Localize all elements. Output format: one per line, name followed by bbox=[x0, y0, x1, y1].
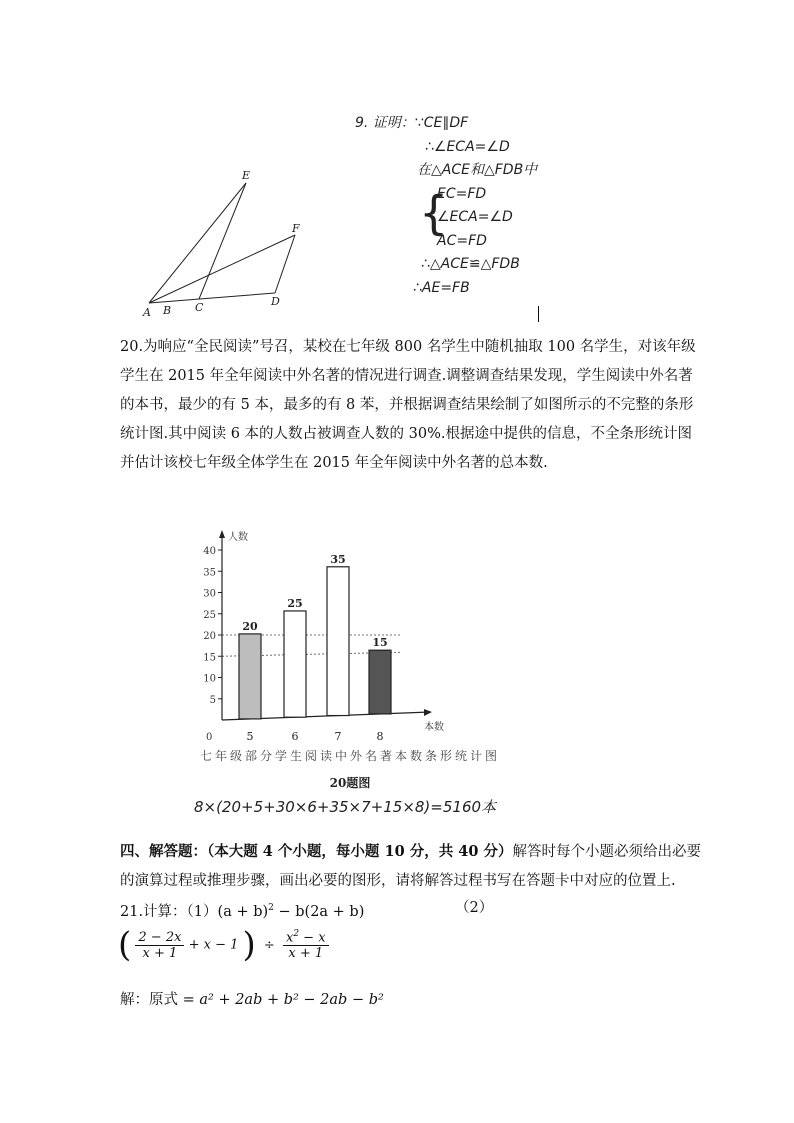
proof-brace-group bbox=[355, 183, 537, 254]
x-tick-label: 8 bbox=[376, 730, 384, 743]
q20-line: 并估计该校七年级全体学生在 2015 年全年阅读中外名著的总本数. bbox=[120, 455, 548, 471]
handwritten-proof bbox=[355, 112, 537, 300]
y-tick-label: 35 bbox=[203, 567, 216, 579]
point-b-label: B bbox=[163, 304, 172, 317]
point-d-label: D bbox=[271, 295, 280, 308]
x-tick-label: 5 bbox=[246, 730, 254, 743]
q21-solution bbox=[120, 988, 384, 1009]
y-tick-label: 15 bbox=[203, 652, 216, 664]
section-4-heading: 四、解答题：（本大题 4 个小题，每小题 10 分，共 40 分） bbox=[120, 843, 513, 860]
geometry-figure bbox=[135, 165, 315, 325]
x-tick-label: 7 bbox=[334, 730, 342, 743]
proof-line: ∴AE=FB bbox=[413, 279, 470, 296]
mid-terms: + x − 1 bbox=[188, 937, 239, 953]
point-f-label: F bbox=[292, 222, 300, 235]
origin-label: 0 bbox=[206, 732, 213, 743]
chart-caption: 20题图 bbox=[329, 776, 371, 790]
q21-label: 21.计算：（1） bbox=[120, 903, 218, 920]
bar-5 bbox=[239, 634, 261, 719]
solution-expression: a² + 2ab + b² − 2ab − b² bbox=[199, 992, 384, 1008]
q20-line: 20.为响应“全民阅读”号召，某校在七年级 800 名学生中随机抽取 100 名学生，对该年级 bbox=[120, 339, 696, 355]
section-4-heading-rest: 解答时每个小题必须给出必要 bbox=[512, 844, 701, 860]
q20-line: 的本书，最少的有 5 本，最多的有 8 苯，并根据调查结果绘制了如图所示的不完整的条形 bbox=[120, 397, 694, 413]
text-cursor bbox=[538, 306, 539, 322]
x-axis-label: 本数 bbox=[424, 722, 444, 733]
proof-line: 9. 证明：∵CE∥DF bbox=[355, 115, 469, 131]
q21-part2-label: （2） bbox=[455, 900, 494, 916]
proof-line: ∴∠ECA=∠D bbox=[425, 138, 510, 155]
brace-glyph: { bbox=[419, 185, 449, 240]
bar-value-label: 35 bbox=[330, 552, 346, 566]
fraction-1: $\frac{2 - 2x}{x + 1}$ bbox=[135, 930, 184, 961]
question-20 bbox=[120, 333, 696, 478]
point-c-label: C bbox=[195, 301, 204, 314]
bar-value-label: 25 bbox=[287, 596, 303, 610]
y-tick-label: 10 bbox=[203, 673, 216, 685]
y-tick-label: 30 bbox=[203, 588, 216, 600]
divide-sign: ÷ bbox=[263, 937, 275, 953]
q21-expr1: $(a + b)^2 - b(2a + b)$ bbox=[217, 903, 365, 920]
proof-line: EC=FD bbox=[437, 185, 487, 202]
section-4 bbox=[120, 837, 701, 896]
proof-line: ∴△ACE≌△FDB bbox=[421, 256, 520, 272]
question-21 bbox=[120, 896, 364, 924]
proof-line: ∠ECA=∠D bbox=[437, 209, 513, 225]
chart-title: 七年级部分学生阅读中外名著本数条形统计图 bbox=[199, 749, 501, 763]
point-a-label: A bbox=[143, 306, 151, 319]
x-axis-arrow bbox=[424, 709, 432, 716]
y-tick-label: 25 bbox=[203, 609, 216, 621]
y-tick-label: 20 bbox=[203, 631, 216, 642]
y-axis-arrow bbox=[219, 530, 225, 538]
bar-7 bbox=[327, 567, 349, 716]
handwritten-answer: 8×(20+5+30×6+35×7+15×8)=5160本 bbox=[193, 798, 497, 816]
y-tick-label: 40 bbox=[203, 546, 216, 557]
bar-8 bbox=[369, 650, 391, 714]
bar-6 bbox=[284, 611, 306, 717]
fraction-2: $\frac{x^2 - x}{x + 1}$ bbox=[283, 929, 329, 961]
q20-line: 统计图.其中阅读 6 本的人数占被调查人数的 30%.根据途中提供的信息，不全条形统计图 bbox=[120, 426, 692, 442]
proof-line: 在△ACE和△FDB中 bbox=[417, 162, 538, 178]
q21-expr2: ( $\frac{2 - 2x}{x + 1}$ + x − 1 ) ÷ $\frac{x^2 - x}{x + 1}$ bbox=[118, 928, 329, 962]
proof-line: AC=FD bbox=[437, 232, 487, 249]
solution-label: 解：原式 = bbox=[120, 992, 200, 1008]
y-axis-label: 人数 bbox=[228, 532, 248, 543]
y-tick-label: 5 bbox=[209, 694, 216, 706]
x-tick-label: 6 bbox=[291, 730, 299, 743]
bar-chart bbox=[190, 525, 520, 825]
bar-value-label: 20 bbox=[242, 619, 258, 633]
point-e-label: E bbox=[242, 169, 251, 182]
bar-value-label: 15 bbox=[372, 636, 388, 650]
section-4-line-2: 的演算过程或推理步骤，画出必要的图形，请将解答过程书写在答题卡中对应的位置上. bbox=[120, 873, 676, 889]
q20-line: 学生在 2015 年全年阅读中外名著的情况进行调查.调整调查结果发现，学生阅读中外名著 bbox=[120, 368, 693, 384]
